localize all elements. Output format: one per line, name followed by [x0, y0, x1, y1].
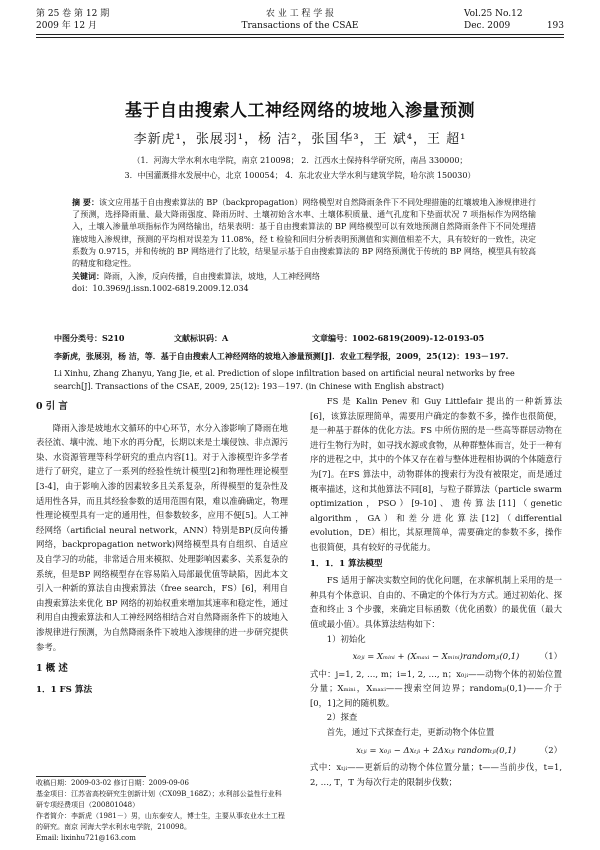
- introduction-paragraph: 降雨入渗是坡地水文循环的中心环节，水分入渗影响了降雨在地表径流、壤中流、地下水的再分配，长期以来是土壤侵蚀、非点源污染、水资源管理等科学研究的重点内容[1]。对于入渗模型许多学者进行了研究，建立了一系列的经验性统计模型[2]和物理性理论模型[3-4]，由于影响入渗的因素较多且关系复杂，所得模型的复杂性及适用性各异，而且其经验参数的适用范围有限，难以准确确定，物理性理论模型具有一定的通用性，但参数较多，应用不便[5]。人工神经网络（artificial neural network，ANN）特别是BP(反向传播网络，backpropagation network)网络模型具有自组织、自适应及自学习的功能，非常适合用来模拟、处理影响因素多、关系复杂的系统，但是BP 网络模型存在容易陷入局部最优值等缺陷，因此本文引入一种新的算法自由搜索算法（free search，FS）[6]，利用自由搜索算法来优化 BP 网络的初始权重来增加其速率和稳定性，通过利用自由搜索算法和人工神经网络相结合对自然降雨条件下的坡地入渗规律进行预测，为自然降雨条件下坡地入渗规律的进一步研究提供参考。: [36, 422, 288, 652]
- equation-1-number: （1）: [539, 651, 562, 662]
- step-explore-heading: 2）探查: [326, 712, 358, 723]
- fs-model-paragraph: FS 适用于解决实数空间的优化问题，在求解机制上采用的是一种具有个体意识、自由的、不确定的个体行为方式。通过初始化、探查和终止 3 个步骤，来确定目标函数（优化函数）的最优值（最大值或最小值）。具体算法结构如下：: [310, 575, 562, 629]
- journal-name-en: Transactions of the CSAE: [241, 21, 359, 31]
- affiliation-line-1: （1．河海大学水利水电学院，南京 210098； 2．江西水土保持科学研究所，南昌 330000；: [132, 156, 468, 165]
- article-number: 文章编号：1002-6819(2009)-12-0193-05: [312, 333, 485, 343]
- fs-intro-paragraph: FS 是 Kalin Penev 和 Guy Littlefair 提出的一种新算法[6]，该算法原理简单，需要用户确定的参数不多，操作也很简便，是一种基于群体的优化方法。FS 中所仿照的是一些高等群居动物在进行生物行为时，如寻找水源或食物，从种群整体而言，处于一种有序的进程之中，其中的个体又存在着与整体进程相协调的个体随意行为[7]。在FS 算法中，动物群体的搜索行为没有被限定，而是通过概率描述，这和其他算法不同[8]，与粒子群算法（particle swarm optimization，PSO）[9-10]、遗传算法[11]（genetic algorithm，GA）和差分进化算法[12]（differential evolution，DE）相比，其原理简单，需要确定的参数不多，操作也很简便，具有较好的寻优能力。: [310, 396, 562, 552]
- keywords-text: 降雨，入渗，反向传播，自由搜索算法，坡地，人工神经网络: [104, 272, 320, 282]
- equation-2-description: 式中：xₜⱼᵢ——更新后的动物个体位置分量；t——当前步伐，t=1, 2, …, T，T 为每次行走的限制步伐数；: [310, 762, 562, 787]
- footnote-author-bio: 作者简介：李新虎（1981－）男，山东泰安人，博士生，主要从事农业水土工程的研究。南京 河海大学水利水电学院，210098。: [36, 812, 285, 831]
- citation-cn: 李新虎，张展羽，杨 洁，等．基于自由搜索人工神经网络的坡地入渗量预测[J]．农业工程学报，2009，25(12)：193－197.: [54, 351, 509, 361]
- explore-paragraph: 首先，通过下式探查行走，更新动物个体位置: [326, 727, 495, 738]
- header-rule-bottom: [36, 37, 564, 38]
- abstract-label: 摘 要：: [72, 197, 100, 207]
- date-line: [464, 20, 564, 32]
- right-column: [310, 394, 562, 789]
- keywords-label: 关键词：: [72, 271, 104, 282]
- journal-name-cn: 农 业 工 程 学 报: [265, 9, 335, 19]
- section-overview-heading: 1 概 述: [36, 663, 68, 675]
- document-code: 文献标识码：A: [174, 333, 229, 343]
- citation-block: [54, 350, 554, 393]
- clc-number: 中图分类号：S210: [54, 333, 125, 343]
- volume-issue-text: 第 25 卷 第 12 期: [36, 9, 110, 19]
- subsection-fs-heading: 1．1 FS 算法: [36, 684, 93, 695]
- equation-1-description: 式中：j=1, 2, …, m；i=1, 2, …, n；x₀ⱼᵢ——动物个体的初始位置分量；Xₘᵢₙᵢ，Xₘₐₓᵢ——搜索空间边界；randomⱼᵢ(0,1)——介于[0，1]之间的随机数。: [310, 668, 562, 708]
- journal-vol-en: [464, 8, 564, 32]
- abstract-block: [72, 196, 536, 296]
- header-rule-top: [36, 34, 564, 35]
- footnote-funding: 基金项目：江苏省高校研究生创新计划（CX09B_168Z）；水利部公益性行业科研专项经费项目（200801048）: [36, 790, 282, 809]
- keywords: [72, 270, 536, 283]
- year-month-text: 2009 年 12 月: [36, 21, 97, 31]
- equation-1-body: x₀ⱼᵢ = Xₘᵢₙᵢ + (Xₘₐₓᵢ − Xₘᵢₙᵢ)randomⱼᵢ(0,1): [352, 651, 520, 662]
- doi: doi：10.3969/j.issn.1002-6819.2009.12.034: [72, 284, 249, 294]
- footnote-email: Email: lixinhu721@163.com: [36, 834, 136, 842]
- page-number: 193: [546, 21, 564, 31]
- left-column: [36, 394, 288, 699]
- footnote-dates: 收稿日期：2009-03-02 修订日期：2009-09-06: [36, 779, 189, 787]
- step-init-heading: 1）初始化: [326, 633, 366, 644]
- equation-2-body: xₜⱼᵢ = x₀ⱼᵢ − Δxₜⱼᵢ + 2Δxₜⱼᵢ randomₜⱼᵢ(0,1): [356, 744, 516, 755]
- equation-2: [310, 743, 562, 758]
- citation-en: Li Xinhu, Zhang Zhanyu, Yang Jie, et al. Prediction of slope infiltration based on artificial neural networks by free search[J]. Transactions of the CSAE, 2009, 25(12): 193－197. (in Chinese with English abstract): [54, 369, 515, 391]
- paper-title: 基于自由搜索人工神经网络的坡地入渗量预测: [125, 101, 475, 121]
- footnote-rule: [36, 776, 146, 777]
- equation-1: [310, 649, 562, 664]
- classification-line: [54, 332, 554, 345]
- subsection-model-heading: 1．1．1 算法模型: [310, 558, 383, 569]
- abstract-text: 该文应用基于自由搜索算法的 BP（backpropagation）网络模型对自然降雨条件下不同处理措施的红壤坡地入渗规律进行了预测，选择降雨量、最大降雨强度、降雨历时、土壤初始含水率、土壤体积质量、通气孔度和下垫面状况 7 项指标作为网络输入，土壤入渗量单项指标作为网络输出，结果表明：基于自由搜索算法的 BP 网络模型可以有效地预测自然降雨条件下不同处理措施坡地入渗规律，预测的平均相对误差为 11.08%，经 t 检验和回归分析表明预测值和实测值相差不大，具有较好的一致性，决定系数为 0.9715，并和传统的 BP 网络进行了比较，结果显示基于自由搜索算法的 BP 网络预测优于传统的 BP 网络，模型具有较高的精度和稳定性。: [72, 198, 536, 269]
- section-introduction-heading: 0 引 言: [36, 401, 68, 412]
- affiliation-line-2: 3．中国灌溉排水发展中心，北京 100054； 4．东北农业大学水利与建筑学院，哈尔滨 150030）: [124, 171, 476, 180]
- vol-no-en: Vol.25 No.12: [464, 9, 523, 19]
- date-en: Dec. 2009: [464, 21, 511, 31]
- paper-authors: 李新虎¹，张展羽¹，杨 洁²，张国华³，王 斌⁴，王 超¹: [133, 132, 467, 147]
- footnote-block: [36, 778, 288, 844]
- equation-2-number: （2）: [539, 744, 562, 755]
